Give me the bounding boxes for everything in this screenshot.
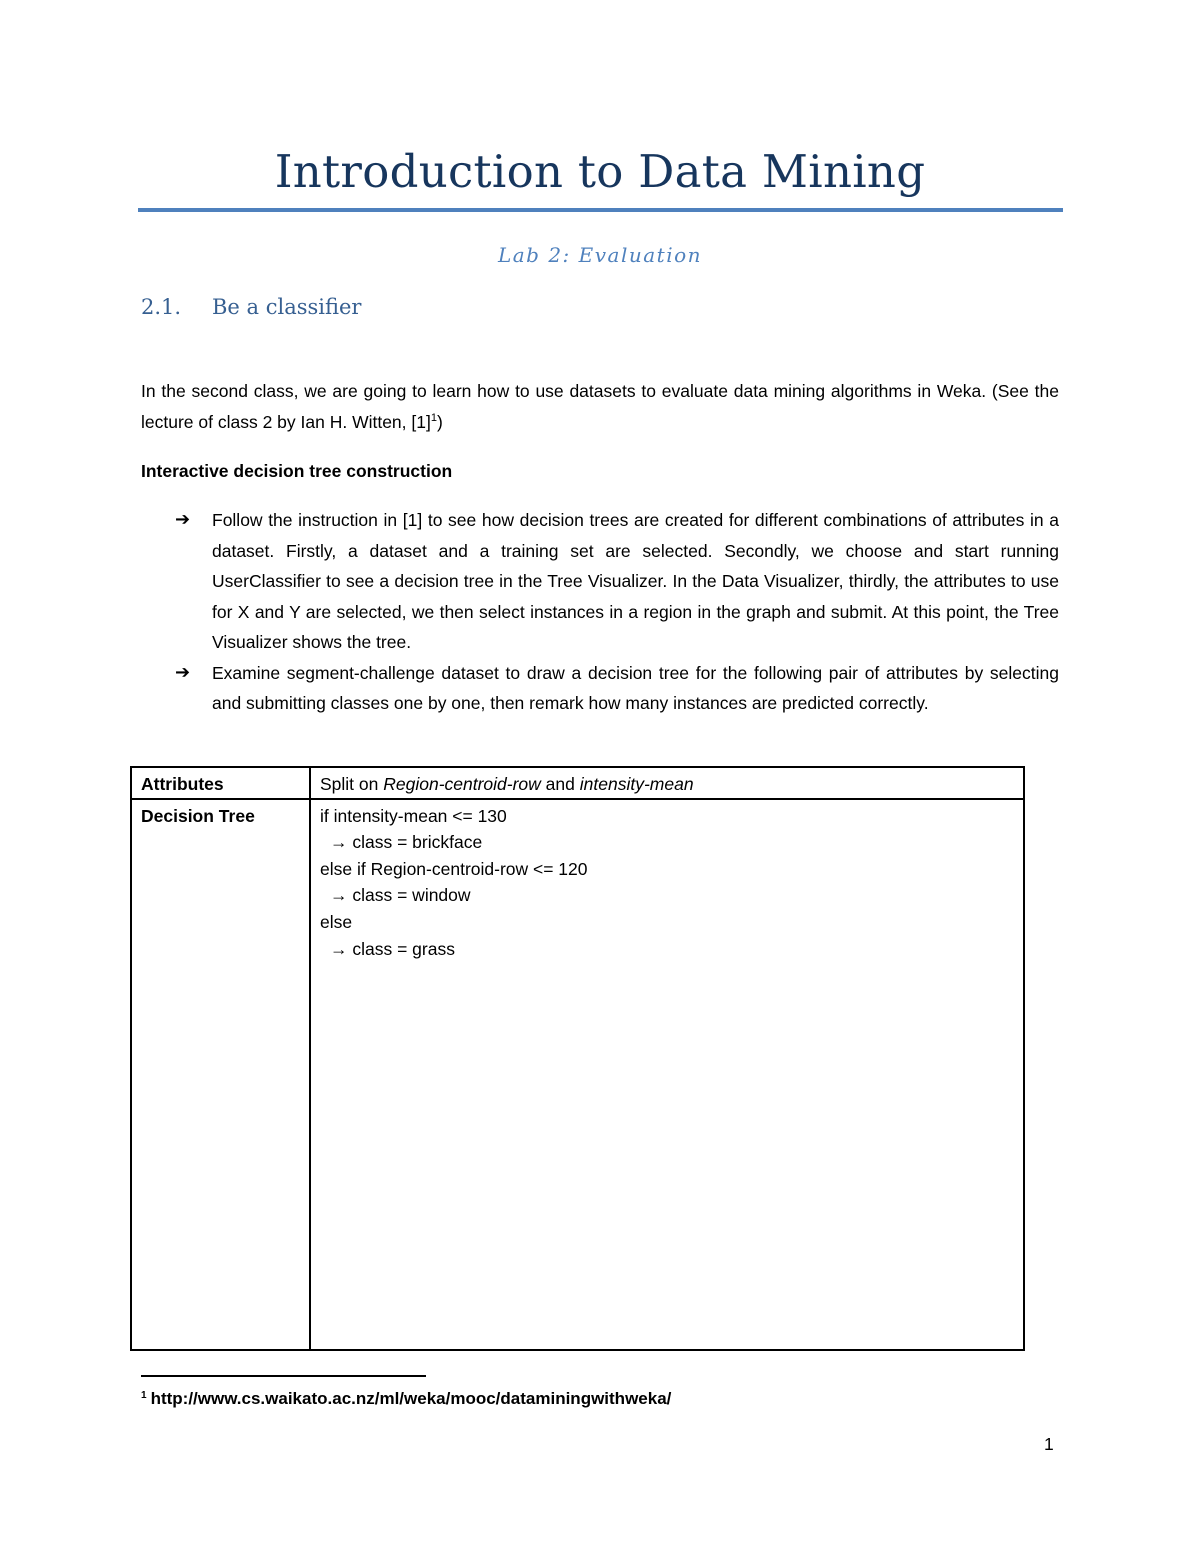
section-title: Be a classifier bbox=[212, 295, 362, 319]
section-heading bbox=[141, 292, 361, 322]
table-row bbox=[131, 799, 1024, 1350]
document-subtitle: Lab 2: Evaluation bbox=[497, 243, 703, 267]
list-item bbox=[141, 658, 1059, 719]
tree-outcome: → class = window bbox=[330, 885, 471, 906]
title-underline bbox=[138, 208, 1063, 212]
split-connector: and bbox=[540, 774, 580, 794]
bullet-list bbox=[141, 505, 1059, 719]
arrow-bullet-icon: ➔ bbox=[175, 661, 191, 683]
page-number: 1 bbox=[1044, 1434, 1054, 1454]
footnote-reference[interactable]: 1 bbox=[430, 411, 437, 424]
attributes-value bbox=[310, 767, 1024, 799]
footnote bbox=[141, 1386, 671, 1412]
tree-outcome: → class = brickface bbox=[330, 832, 483, 853]
section-number: 2.1. bbox=[141, 295, 182, 319]
subheading: Interactive decision tree construction bbox=[141, 461, 453, 481]
document-title: Introduction to Data Mining bbox=[274, 145, 926, 198]
table-row bbox=[131, 767, 1024, 799]
tree-condition: else bbox=[320, 911, 353, 932]
tree-outcome: → class = grass bbox=[330, 938, 455, 959]
footnote-mark: 1 bbox=[141, 1390, 147, 1401]
decision-tree-label: Decision Tree bbox=[131, 799, 310, 1350]
intro-close: ) bbox=[436, 411, 443, 432]
split-prefix: Split on bbox=[320, 774, 384, 794]
footnote-link[interactable]: http://www.cs.waikato.ac.nz/ml/weka/mooc/dataminingwithweka/ bbox=[150, 1389, 672, 1408]
list-item bbox=[141, 505, 1059, 658]
arrow-bullet-icon: ➔ bbox=[175, 509, 191, 530]
footnote-separator bbox=[141, 1375, 426, 1377]
tree-condition: else if Region-centroid-row <= 120 bbox=[320, 858, 588, 879]
intro-text: In the second class, we are going to learn how to use datasets to evaluate data mining algorithms in Weka. (See the lecture of class 2 by Ian H. Witten, [1] bbox=[141, 381, 1059, 432]
tree-condition: if intensity-mean <= 130 bbox=[320, 805, 507, 826]
list-item-text: Follow the instruction in [1] to see how decision trees are created for different combinations of attributes in a dataset. Firstly, a dataset and a training set are selected. Secondly, we choose and start running UserClassifier to see a decision tree in the Tree Visualizer. In the Data Visualizer, thirdly, the attributes to use for X and Y are selected, we then select instances in a region in the graph and submit. At this point, the Tree Visualizer shows the tree. bbox=[212, 510, 1059, 652]
intro-paragraph bbox=[141, 376, 1059, 437]
list-item-text: Examine segment-challenge dataset to draw a decision tree for the following pair of attributes by selecting and submitting classes one by one, then remark how many instances are predicted correctly. bbox=[212, 662, 1059, 713]
attributes-label: Attributes bbox=[131, 767, 310, 799]
attribute-intensity-mean: intensity-mean bbox=[579, 774, 694, 794]
decision-tree-table bbox=[130, 766, 1025, 1351]
attribute-region-centroid-row: Region-centroid-row bbox=[383, 774, 541, 794]
decision-tree-cell bbox=[310, 799, 1024, 1350]
